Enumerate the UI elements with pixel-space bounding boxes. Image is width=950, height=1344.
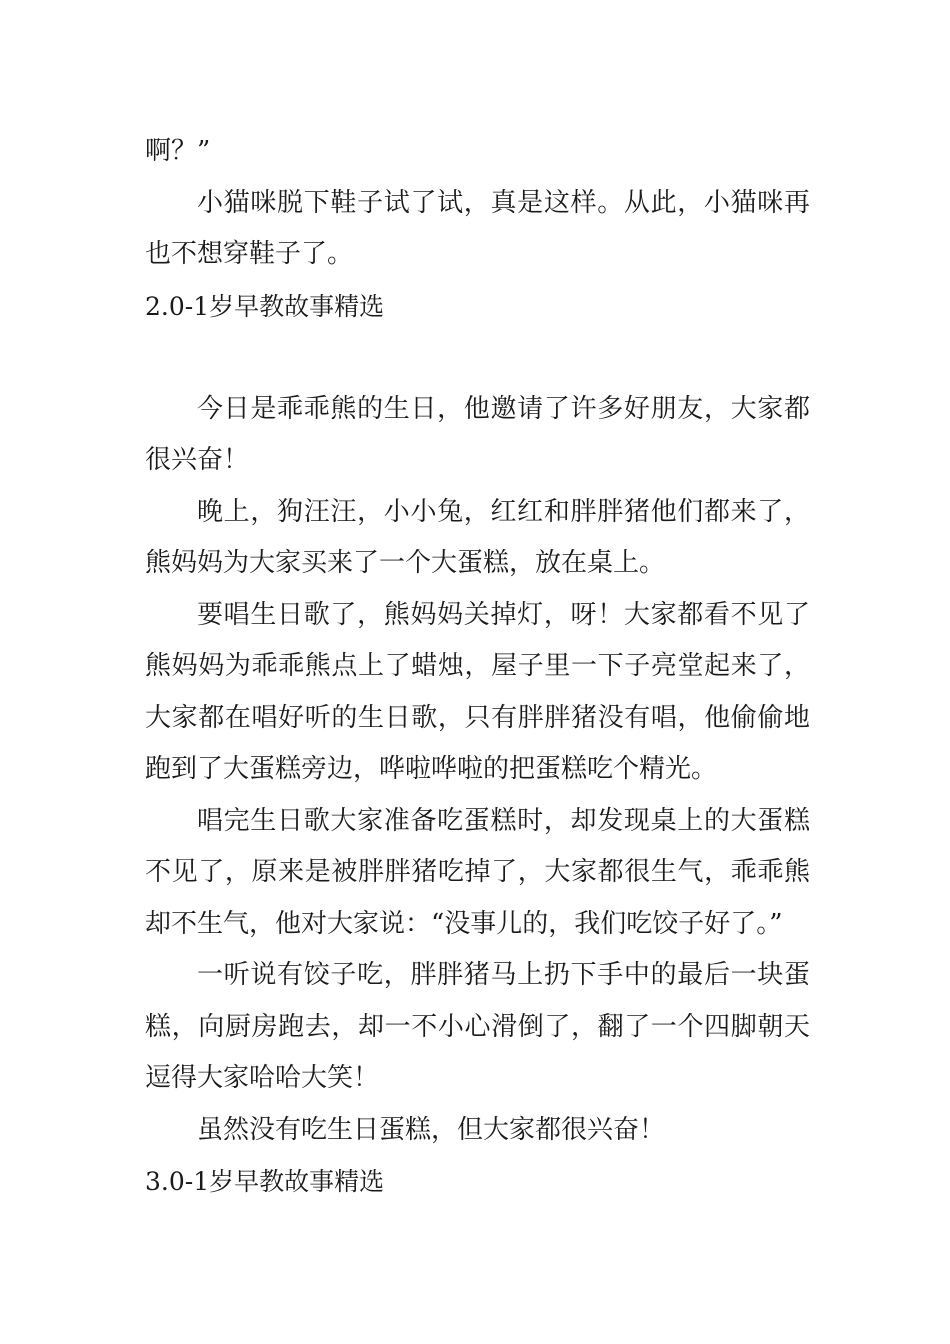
- paragraph: 一听说有饺子吃，胖胖猪马上扔下手中的最后一块蛋糕，向厨房跑去，却一不小心滑倒了，翻了一个四脚朝天逗得大家哈哈大笑！: [145, 960, 810, 1093]
- blank-line: [145, 332, 810, 384]
- paragraph: 虽然没有吃生日蛋糕，但大家都很兴奋！: [197, 1114, 666, 1145]
- paragraph: 小猫咪脱下鞋子试了试，真是这样。从此，小猫咪再也不想穿鞋子了。: [145, 187, 810, 269]
- paragraph: 唱完生日歌大家准备吃蛋糕时，却发现桌上的大蛋糕不见了，原来是被胖胖猪吃掉了，大家都很生气，乖乖熊却不生气，他对大家说：“没事儿的，我们吃饺子好了。”: [145, 805, 810, 939]
- paragraph-continuation: 啊？”: [145, 136, 211, 166]
- paragraph: 要唱生日歌了，熊妈妈关掉灯，呀！大家都看不见了熊妈妈为乖乖熊点上了蜡烛，屋子里一下子亮堂起来了，大家都在唱好听的生日歌，只有胖胖猪没有唱，他偷偷地跑到了大蛋糕旁边，哗啦哗啦的把蛋糕吃个精光。: [145, 599, 810, 784]
- section-heading: 3.0-1岁早教故事精选: [145, 1167, 385, 1196]
- paragraph: 晚上，狗汪汪，小小兔，红红和胖胖猪他们都来了，熊妈妈为大家买来了一个大蛋糕，放在桌上。: [145, 496, 810, 578]
- paragraph: 今日是乖乖熊的生日，他邀请了许多好朋友，大家都很兴奋！: [145, 393, 810, 475]
- document-body: [145, 126, 810, 1208]
- section-heading: 2.0-1岁早教故事精选: [145, 291, 385, 321]
